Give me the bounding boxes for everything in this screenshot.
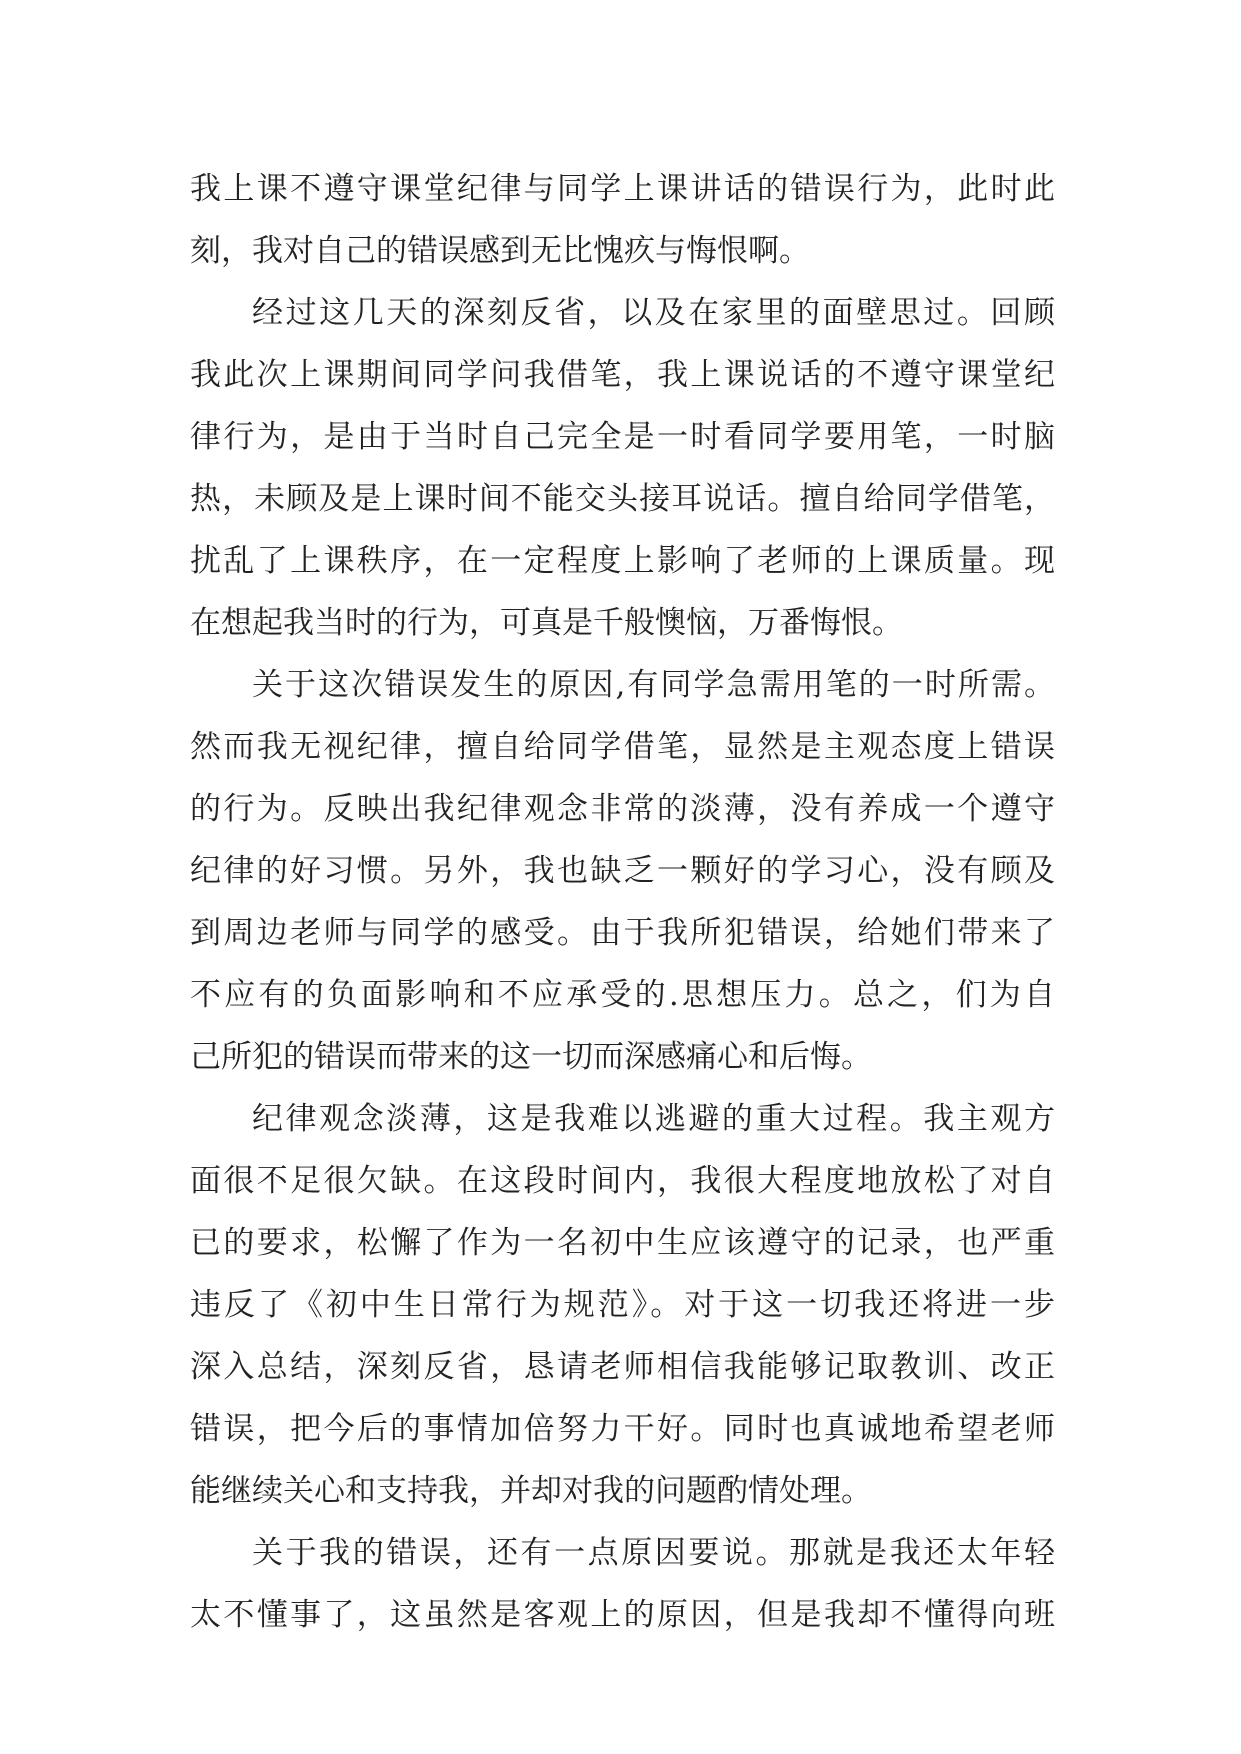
text-line: 面很不足很欠缺。在这段时间内，我很大程度地放松了对自 xyxy=(190,1163,1055,1199)
text-line: 太不懂事了，这虽然是客观上的原因，但是我却不懂得向班 xyxy=(190,1597,1055,1633)
document-body xyxy=(190,158,1055,1646)
text-line: 不应有的负面影响和不应承受的.思想压力。总之，们为自 xyxy=(190,977,1055,1013)
text-line: 扰乱了上课秩序，在一定程度上影响了老师的上课质量。现 xyxy=(190,543,1055,579)
paragraph-first-line: 经过这几天的深刻反省，以及在家里的面壁思过。回顾 xyxy=(252,295,1055,331)
text-line: 违反了《初中生日常行为规范》。对于这一切我还将进一步 xyxy=(190,1287,1055,1323)
text-line: 然而我无视纪律，擅自给同学借笔，显然是主观态度上错误 xyxy=(190,729,1055,765)
paragraph-first-line: 关于我的错误，还有一点原因要说。那就是我还太年轻 xyxy=(252,1535,1055,1571)
text-line: 错误，把今后的事情加倍努力干好。同时也真诚地希望老师 xyxy=(190,1411,1055,1447)
text-line: 热，未顾及是上课时间不能交头接耳说话。擅自给同学借笔， xyxy=(190,481,1055,517)
text-line: 律行为，是由于当时自己完全是一时看同学要用笔，一时脑 xyxy=(190,419,1055,455)
text-line: 到周边老师与同学的感受。由于我所犯错误，给她们带来了 xyxy=(190,915,1055,951)
text-line: 已的要求，松懈了作为一名初中生应该遵守的记录，也严重 xyxy=(190,1225,1055,1261)
text-line: 刻，我对自己的错误感到无比愧疚与悔恨啊。 xyxy=(190,233,810,269)
paragraph-first-line: 纪律观念淡薄，这是我难以逃避的重大过程。我主观方 xyxy=(252,1101,1055,1137)
text-line: 能继续关心和支持我，并却对我的问题酌情处理。 xyxy=(190,1473,872,1509)
text-line: 我此次上课期间同学问我借笔，我上课说话的不遵守课堂纪 xyxy=(190,357,1055,393)
text-line: 己所犯的错误而带来的这一切而深感痛心和后悔。 xyxy=(190,1039,872,1075)
paragraph-first-line: 关于这次错误发生的原因,有同学急需用笔的一时所需。 xyxy=(252,667,1055,703)
text-line: 深入总结，深刻反省，恳请老师相信我能够记取教训、改正 xyxy=(190,1349,1055,1385)
text-line: 的行为。反映出我纪律观念非常的淡薄，没有养成一个遵守 xyxy=(190,791,1055,827)
text-line: 在想起我当时的行为，可真是千般懊恼，万番悔恨。 xyxy=(190,605,903,641)
text-line: 我上课不遵守课堂纪律与同学上课讲话的错误行为，此时此 xyxy=(190,171,1055,207)
text-line: 纪律的好习惯。另外，我也缺乏一颗好的学习心，没有顾及 xyxy=(190,853,1055,889)
